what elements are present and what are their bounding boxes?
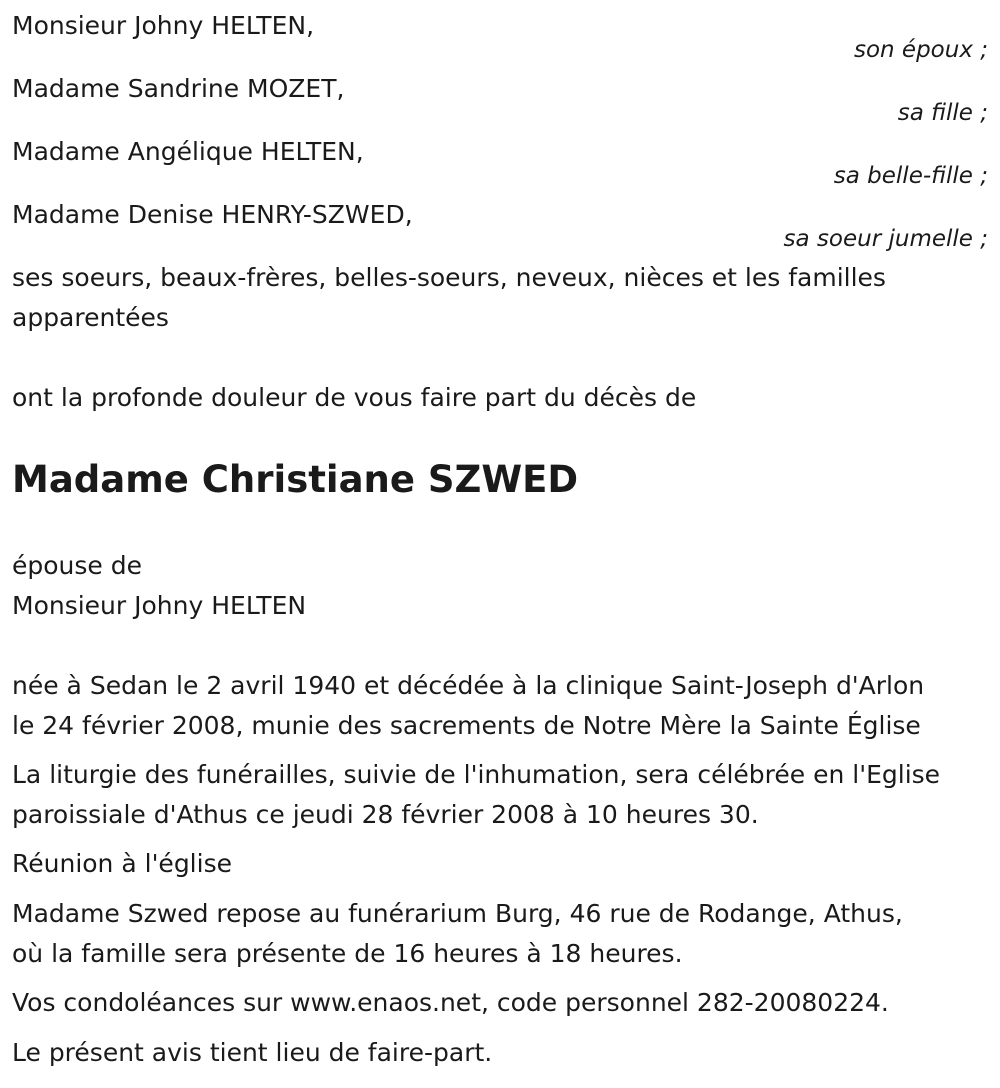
meeting-text: Réunion à l'église — [12, 849, 232, 878]
relatives-line: ses soeurs, beaux-frères, belles-soeurs, neveux, nièces et les familles — [12, 263, 886, 292]
family-member-spouse — [0, 0, 1000, 63]
family-member-name: Madame Denise HENRY-SZWED, — [12, 200, 413, 229]
rest-line: Madame Szwed repose au funérarium Burg, 46 rue de Rodange, Athus, — [12, 899, 903, 928]
liturgy-paragraph — [12, 755, 992, 835]
family-member-name: Madame Sandrine MOZET, — [12, 74, 345, 103]
spouse-line: épouse de — [12, 551, 142, 580]
family-member-relation: son époux ; — [853, 37, 988, 63]
condolences-paragraph — [12, 983, 992, 1023]
spouse-paragraph — [12, 546, 992, 626]
family-member-daughter-in-law — [0, 126, 1000, 189]
deceased-name: Madame Christiane SZWED — [12, 458, 579, 501]
birth-death-line: née à Sedan le 2 avril 1940 et décédée à la clinique Saint-Joseph d'Arlon — [12, 671, 925, 700]
family-member-relation: sa fille ; — [897, 100, 988, 126]
liturgy-line: La liturgie des funérailles, suivie de l'inhumation, sera célébrée en l'Eglise — [12, 760, 941, 789]
family-member-relation: sa soeur jumelle ; — [783, 226, 988, 252]
birth-death-paragraph — [12, 666, 992, 746]
family-member-relation: sa belle-fille ; — [833, 163, 988, 189]
relatives-line: apparentées — [12, 303, 169, 332]
rest-line: où la famille sera présente de 16 heures à 18 heures. — [12, 939, 683, 968]
condolences-text: Vos condoléances sur www.enaos.net, code personnel 282-20080224. — [12, 988, 889, 1017]
family-member-twin-sister — [0, 189, 1000, 252]
announcement-paragraph — [12, 378, 992, 418]
liturgy-line: paroissiale d'Athus ce jeudi 28 février 2008 à 10 heures 30. — [12, 800, 759, 829]
meeting-paragraph — [12, 844, 992, 884]
relatives-paragraph — [12, 258, 992, 338]
rest-paragraph — [12, 894, 992, 974]
family-member-daughter — [0, 63, 1000, 126]
spouse-line: Monsieur Johny HELTEN — [12, 591, 307, 620]
closing-text: Le présent avis tient lieu de faire-part. — [12, 1038, 493, 1067]
announcement-text: ont la profonde douleur de vous faire part du décès de — [12, 383, 697, 412]
birth-death-line: le 24 février 2008, munie des sacrements de Notre Mère la Sainte Église — [12, 711, 921, 740]
family-member-name: Madame Angélique HELTEN, — [12, 137, 364, 166]
closing-paragraph — [12, 1033, 992, 1073]
family-member-name: Monsieur Johny HELTEN, — [12, 11, 315, 40]
